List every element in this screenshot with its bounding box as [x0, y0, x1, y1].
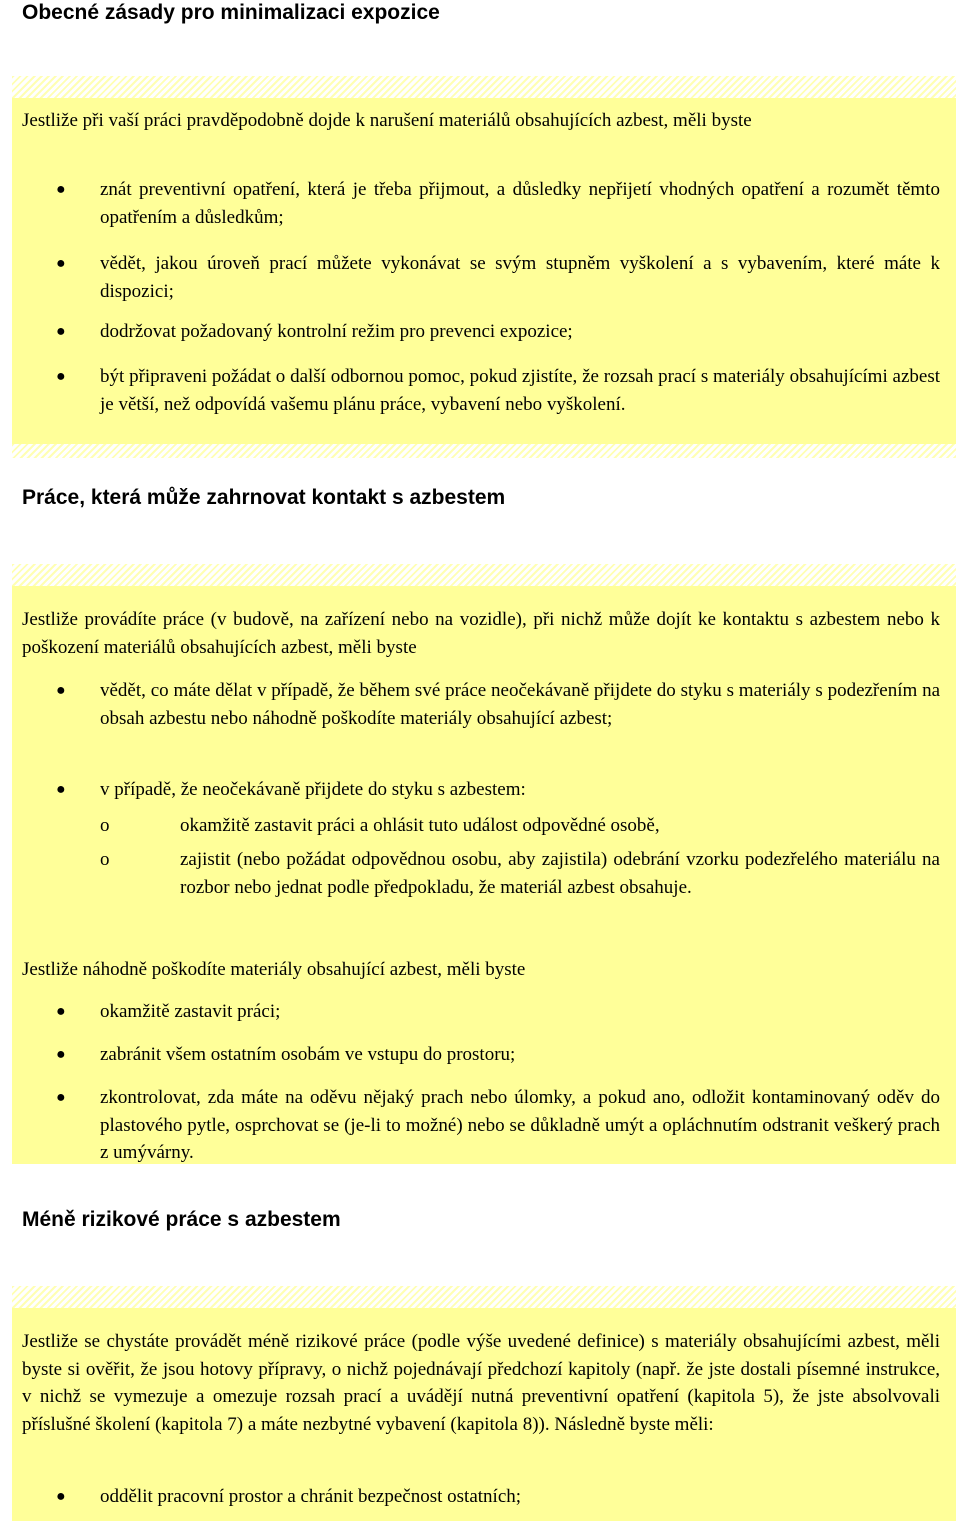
circle-bullet-icon: o [100, 815, 110, 836]
hatched-frame-bottom [12, 444, 956, 458]
intro-paragraph: Jestliže při vaší práci pravděpodobně dojde k narušení materiálů obsahujících azbest, měli byste [22, 110, 752, 131]
list-item: znát preventivní opatření, která je třeba přijmout, a důsledky nepřijetí vhodných opatření a rozumět těmto opatřením a důsledkům; [100, 179, 940, 228]
sub-list-item: okamžitě zastavit práci a ohlásit tuto událost odpovědné osobě, [180, 815, 660, 836]
bullet-icon: ● [56, 323, 66, 340]
hatched-frame-top [12, 564, 956, 586]
list-item: zkontrolovat, zda máte na oděvu nějaký prach nebo úlomky, a pokud ano, odložit kontaminovaný oděv do plastového pytle, osprchovat se (je-li to možné) nebo se důkladně umýt a opláchnutím odstranit veškerý prach z umývárny. [100, 1087, 940, 1163]
intro-paragraph: Jestliže náhodně poškodíte materiály obsahující azbest, měli byste [22, 959, 526, 980]
section-heading-general-principles: Obecné zásady pro minimalizaci expozice [22, 1, 440, 24]
bullet-icon: ● [56, 181, 66, 198]
intro-paragraph: Jestliže se chystáte provádět méně rizikové práce (podle výše uvedené definice) s materiály obsahujícími azbest, měli byste si ověřit, že jsou hotovy přípravy, o nichž pojednávají předchozí kapitoly (např. že jste dostali písemné instrukce, v nichž se vymezuje a omezuje rozsah prací a uvádějí nutná preventivní opatření (kapitola 5), že jste absolvovali příslušné školení (kapitola 7) a máte nezbytné vybavení (kapitola 8)). Následně byste měli: [22, 1331, 940, 1435]
list-item: vědět, jakou úroveň prací můžete vykonávat se svým stupněm vyškolení a s vybavením, které máte k dispozici; [100, 253, 940, 302]
bullet-icon: ● [56, 1046, 66, 1063]
list-item: být připraveni požádat o další odbornou pomoc, pokud zjistíte, že rozsah prací s materiály obsahujícími azbest je větší, než odpovídá vašemu plánu práce, vybavení nebo vyškolení. [100, 366, 940, 415]
hatched-frame-top [12, 76, 956, 98]
list-item: oddělit pracovní prostor a chránit bezpečnost ostatních; [100, 1486, 522, 1507]
bullet-icon: ● [56, 1488, 66, 1505]
list-item: dodržovat požadovaný kontrolní režim pro prevenci expozice; [100, 321, 573, 342]
list-item: zabránit všem ostatním osobám ve vstupu do prostoru; [100, 1044, 516, 1065]
circle-bullet-icon: o [100, 849, 110, 870]
list-item: okamžitě zastavit práci; [100, 1001, 281, 1022]
section-heading-lower-risk-work: Méně rizikové práce s azbestem [22, 1208, 341, 1231]
bullet-icon: ● [56, 1089, 66, 1106]
bullet-icon: ● [56, 1003, 66, 1020]
bullet-icon: ● [56, 255, 66, 272]
hatched-frame-top [12, 1286, 956, 1308]
list-item: vědět, co máte dělat v případě, že během své práce neočekávaně přijdete do styku s materiály s podezřením na obsah azbestu nebo náhodně poškodíte materiály obsahující azbest; [100, 680, 940, 729]
bullet-icon: ● [56, 781, 66, 798]
bullet-icon: ● [56, 368, 66, 385]
list-item: v případě, že neočekávaně přijdete do styku s azbestem: [100, 779, 526, 800]
intro-paragraph: Jestliže provádíte práce (v budově, na zařízení nebo na vozidle), při nichž může dojít ke kontaktu s azbestem nebo k poškození materiálů obsahujících azbest, měli byste [22, 609, 940, 658]
section-heading-asbestos-contact: Práce, která může zahrnovat kontakt s azbestem [22, 486, 506, 509]
sub-list-item: zajistit (nebo požádat odpovědnou osobu, aby zajistila) odebrání vzorku podezřelého materiálu na rozbor nebo jednat podle předpokladu, že materiál azbest obsahuje. [180, 849, 940, 898]
bullet-icon: ● [56, 682, 66, 699]
